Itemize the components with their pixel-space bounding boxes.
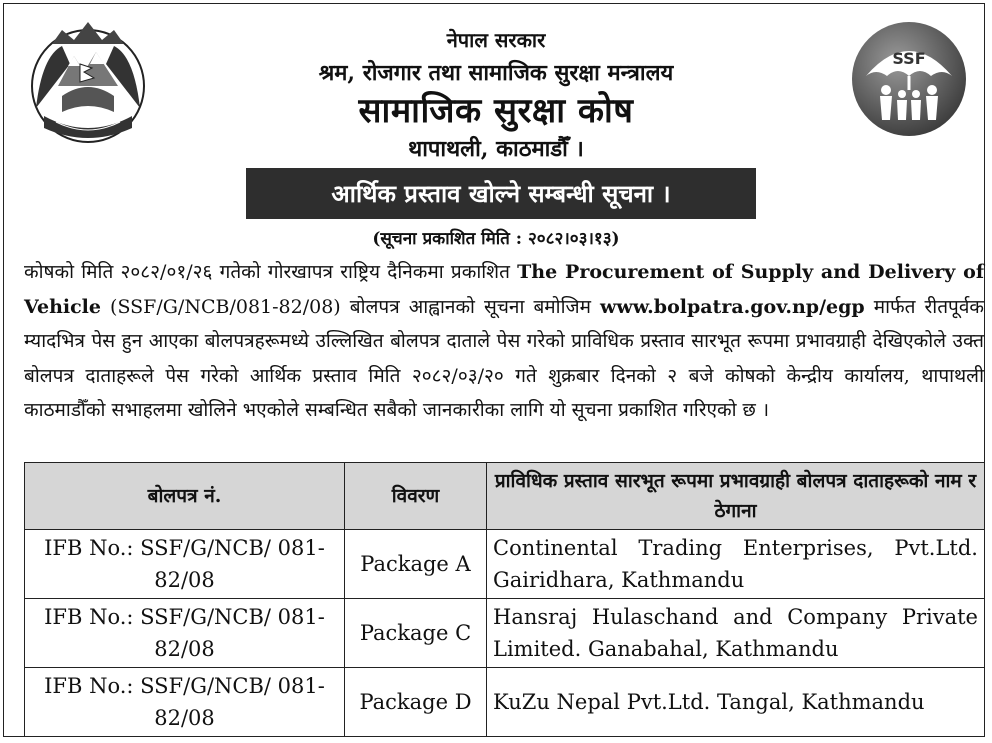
table-header-row [25,463,985,530]
procurement-title: The Procurement of Supply and Delivery of Vehicle [24,261,985,318]
body-text-part: (SSF/G/NCB/081-82/08) बोलपत्र आह्वानको सूचना बमोजिम [101,295,601,318]
ifb-number: IFB No.: SSF/G/NCB/ 081-82/08 [25,668,345,737]
table-row [25,599,985,668]
ssf-logo-text: SSF [892,49,926,68]
body-text-part: कोषको मिति २०८२/०१/२६ गतेको गोरखापत्र राष्ट्रिय दैनिकमा प्रकाशित [24,261,518,283]
bidder-name-address: Continental Trading Enterprises, Pvt.Ltd. Gairidhara, Kathmandu [487,530,985,599]
bidder-name-address: KuZu Nepal Pvt.Ltd. Tangal, Kathmandu [487,668,985,737]
ifb-number: IFB No.: SSF/G/NCB/ 081-82/08 [25,530,345,599]
table-row [25,530,985,599]
publication-date: (सूचना प्रकाशित मिति : २०८२।०३।१३) [372,229,620,249]
bidder-name-address: Hansraj Hulaschand and Company Private Limited. Ganabahal, Kathmandu [487,599,985,668]
table-row [25,668,985,737]
notice-title: आर्थिक प्रस्ताव खोल्ने सम्बन्धी सूचना । [246,168,756,219]
address-heading: थापाथली, काठमाडौँ । [408,136,584,162]
column-header-description: विवरण [345,463,487,530]
ministry-heading: श्रम, रोजगार तथा सामाजिक सुरक्षा मन्त्रालय [318,60,674,86]
package-name: Package D [345,668,487,737]
package-name: Package C [345,599,487,668]
notice-body [24,255,984,428]
country-heading: नेपाल सरकार [446,28,546,52]
body-text-part: मार्फत रीतपूर्वक म्यादभित्र पेस हुन आएका बोलपत्रहरूमध्ये उल्लिखित बोलपत्र दाताले पेस गरेको प्राविधिक प्रस्ताव सारभूत रूपमा प्रभावग्राही देखिएकोले उक्त बोलपत्र दाताहरूले पेस गरेको आर्थिक प्रस्ताव मिति २०८२/०३/२० गते शुक्रबार दिनको २ बजे कोषको केन्द्रीय कार्यालय, थापाथली काठमाडौँको सभाहलमा खोलिने भएकोले सम्बन्धित सबैको जानकारीका लागि यो सूचना प्रकाशित गरिएको छ । [24,295,985,421]
column-header-bid-no: बोलपत्र नं. [25,463,345,530]
bidders-table [24,462,985,737]
organization-heading: सामाजिक सुरक्षा कोष [358,91,634,131]
package-name: Package A [345,530,487,599]
ifb-number: IFB No.: SSF/G/NCB/ 081-82/08 [25,599,345,668]
column-header-bidders: प्राविधिक प्रस्ताव सारभूत रूपमा प्रभावग्राही बोलपत्र दाताहरूको नाम र ठेगाना [487,463,985,530]
bolpatra-link[interactable]: www.bolpatra.gov.np/egp [600,295,865,318]
